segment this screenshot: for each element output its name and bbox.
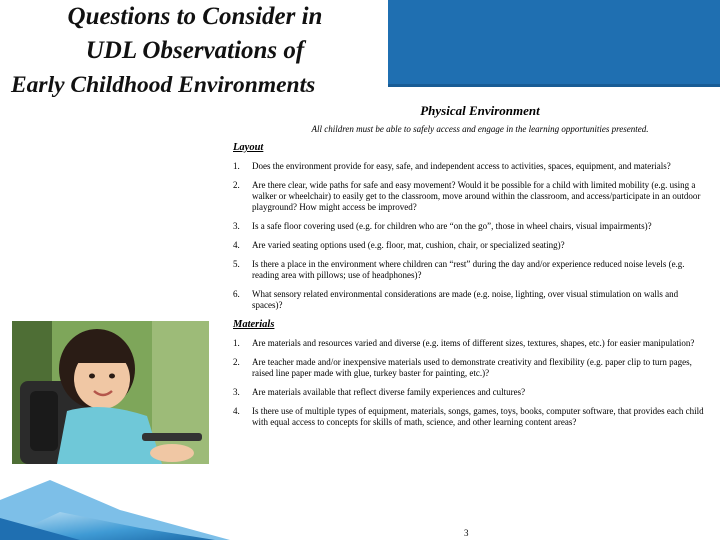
question-text: Is there use of multiple types of equipment, materials, songs, games, toys, books, computer software, that provides each child with equal access to concepts for skills of math, science, and other learning content areas?	[252, 406, 704, 427]
list-item: 1. Does the environment provide for easy, safe, and independent access to activities, spaces, equipment, and materials?	[233, 161, 671, 171]
question-text: Are varied seating options used (e.g. floor, mat, cushion, chair, or specialized seating)?	[252, 240, 565, 250]
question-text: Are materials available that reflect diverse family experiences and cultures?	[252, 387, 526, 397]
layout-section-heading: Layout	[233, 142, 264, 153]
document-heading: Physical Environment	[420, 103, 540, 118]
list-item: 2. Are teacher made and/or inexpensive materials used to demonstrate creativity and flexibility (e.g. paper clip to turn pages, raised line paper made with glue, turkey baster for painting, etc.)?	[233, 357, 692, 378]
corner-decoration	[0, 440, 230, 540]
question-text: What sensory related environmental considerations are made (e.g. noise, lighting, over visual stimulation on walls and spaces)?	[252, 289, 679, 310]
question-text: Are teacher made and/or inexpensive materials used to demonstrate creativity and flexibility (e.g. paper clip to turn pages, raised line paper made with glue, turkey baster for painting, etc.)?	[252, 357, 692, 378]
question-text: Does the environment provide for easy, safe, and independent access to activities, spaces, equipment, and materials?	[252, 161, 671, 171]
list-item: 4. Are varied seating options used (e.g. floor, mat, cushion, chair, or specialized seating)?	[233, 240, 565, 250]
list-item: 4. Is there use of multiple types of equipment, materials, songs, games, toys, books, computer software, that provides each child with equal access to concepts for skills of math, science, and other learning content areas?	[233, 406, 704, 427]
list-item: 6. What sensory related environmental considerations are made (e.g. noise, lighting, over visual stimulation on walls and spaces)?	[233, 289, 679, 310]
header-accent-block	[388, 0, 720, 84]
question-text: Are there clear, wide paths for safe and easy movement? Would it be possible for a child with limited mobility (e.g. using a walker or wheelchair) to easily get to the classroom, move around within the classroom, and access/participate in an outdoor playground? How might access be improved?	[252, 180, 701, 212]
slide-title-line-1: Questions to Consider in	[67, 3, 323, 30]
question-text: Are materials and resources varied and diverse (e.g. items of different sizes, textures, shapes, etc.) for easier manipulation?	[252, 338, 695, 348]
list-item: 1. Are materials and resources varied and diverse (e.g. items of different sizes, textures, shapes, etc.) for easier manipulation?	[233, 338, 695, 348]
header-accent-edge	[388, 84, 720, 87]
slide-title-line-2: UDL Observations of	[85, 37, 305, 64]
list-item: 2. Are there clear, wide paths for safe and easy movement? Would it be possible for a child with limited mobility (e.g. using a walker or wheelchair) to easily get to the classroom, move around within the classroom, and access/participate in an outdoor playground? How might access be improved?	[233, 180, 701, 212]
materials-question-list	[230, 338, 710, 428]
layout-question-list	[230, 161, 710, 311]
document-note: All children must be able to safely access and engage in the learning opportunities presented.	[311, 124, 649, 134]
list-item: 3. Are materials available that reflect diverse family experiences and cultures?	[233, 387, 526, 397]
slide-title-line-3: Early Childhood Environments	[11, 72, 316, 98]
slide-title	[0, 0, 390, 102]
question-text: Is a safe floor covering used (e.g. for children who are “on the go”, those in wheel chairs, visual impairments)?	[252, 221, 652, 231]
question-text: Is there a place in the environment where children can “rest” during the day and/or experience reduced noise levels (e.g. reading area with pillows; use of headphones)?	[252, 259, 685, 280]
observation-questions-document	[230, 103, 710, 436]
list-item: 5. Is there a place in the environment where children can “rest” during the day and/or experience reduced noise levels (e.g. reading area with pillows; use of headphones)?	[233, 259, 685, 280]
materials-section-heading: Materials	[233, 319, 275, 330]
list-item: 3. Is a safe floor covering used (e.g. for children who are “on the go”, those in wheel chairs, visual impairments)?	[233, 221, 652, 231]
page-number: 3	[464, 528, 469, 538]
